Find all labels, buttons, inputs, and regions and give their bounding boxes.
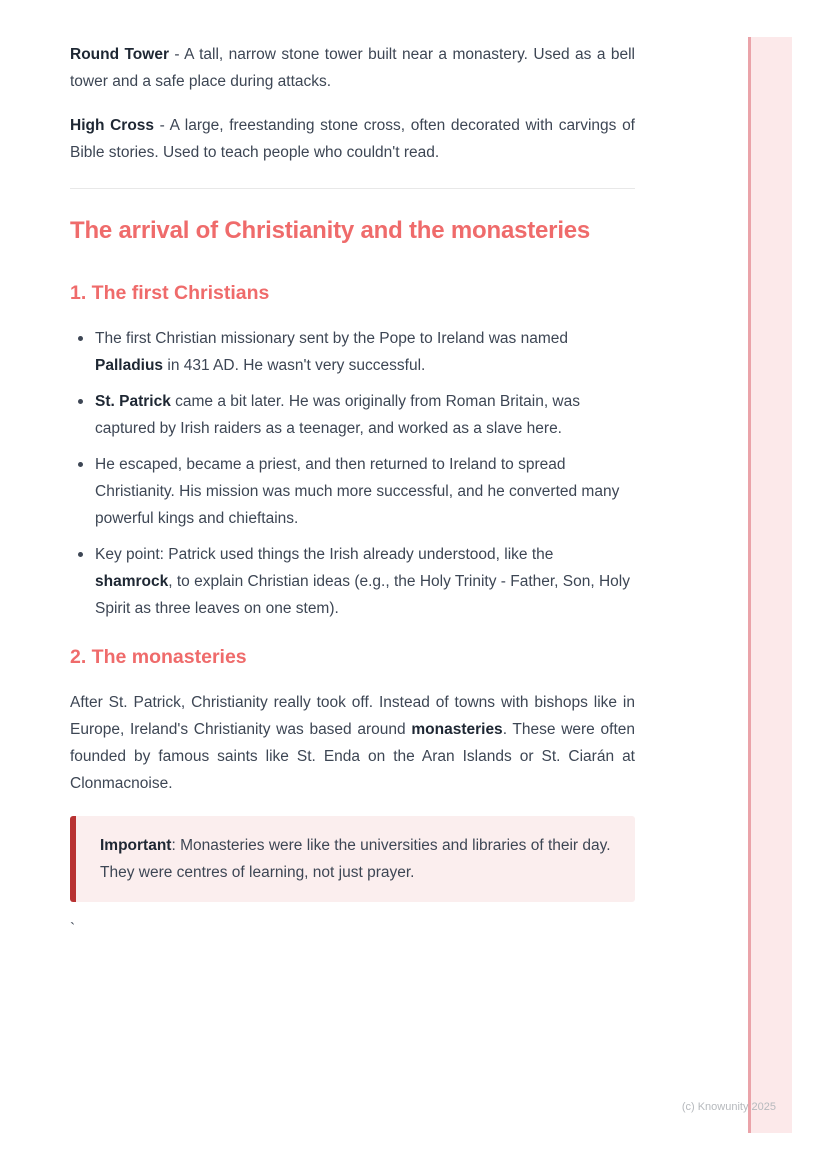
- stray-backtick-character: `: [70, 921, 76, 938]
- list-item-bold: St. Patrick: [95, 393, 171, 410]
- list-item-bold: Palladius: [95, 357, 164, 374]
- list-item: [70, 451, 635, 532]
- callout-text: : Monasteries were like the universities and libraries of their day. They were centres of learning, not just prayer.: [100, 837, 611, 881]
- monasteries-paragraph: [70, 689, 635, 797]
- list-item-text: He escaped, became a priest, and then returned to Ireland to spread Christianity. His mission was much more successful, and he converted many powerful kings and chieftains.: [95, 456, 620, 527]
- list-item-text: , to explain Christian ideas (e.g., the Holy Trinity - Father, Son, Holy Spirit as three leaves on one stem).: [95, 573, 630, 617]
- callout-paragraph: [100, 832, 611, 886]
- subsection-heading-monasteries: 2. The monasteries: [70, 646, 247, 668]
- glossary-paragraph-round-tower: [70, 41, 635, 95]
- list-item-text: in 431 AD. He wasn't very successful.: [163, 357, 426, 374]
- document-content: [70, 0, 635, 943]
- list-item: [70, 541, 635, 622]
- list-item-text: The first Christian missionary sent by the Pope to Ireland was named: [95, 330, 568, 347]
- list-item: [70, 388, 635, 442]
- section-divider: [70, 188, 635, 189]
- bullet-dot-icon: [78, 552, 83, 557]
- glossary-definition: - A large, freestanding stone cross, often decorated with carvings of Bible stories. Used to teach people who couldn't read.: [70, 117, 635, 161]
- glossary-paragraph-high-cross: [70, 112, 635, 166]
- copyright-footer: (c) Knowunity 2025: [681, 1101, 776, 1113]
- paragraph-bold: monasteries: [411, 721, 503, 738]
- important-callout: [70, 816, 635, 902]
- list-item-text: Key point: Patrick used things the Irish already understood, like the: [95, 546, 554, 563]
- list-item: [70, 325, 635, 379]
- glossary-term: Round Tower: [70, 46, 169, 63]
- list-item-bold: shamrock: [95, 573, 169, 590]
- callout-label: Important: [100, 837, 172, 854]
- subsection-heading-first-christians: 1. The first Christians: [70, 282, 270, 304]
- list-item-text: came a bit later. He was originally from Roman Britain, was captured by Irish raiders as a teenager, and worked as a slave here.: [95, 393, 580, 437]
- glossary-term: High Cross: [70, 117, 155, 134]
- bullet-dot-icon: [78, 399, 83, 404]
- bullet-dot-icon: [78, 336, 83, 341]
- glossary-definition: - A tall, narrow stone tower built near a monastery. Used as a bell tower and a safe place during attacks.: [70, 46, 636, 90]
- section-heading: The arrival of Christianity and the monasteries: [70, 217, 591, 244]
- page-accent-stripe: [748, 37, 792, 1133]
- paragraph-text: After St. Patrick, Christianity really took off. Instead of towns with bishops like in Europe, Ireland's Christianity was based around: [70, 694, 635, 738]
- paragraph-text: . These were often founded by famous saints like St. Enda on the Aran Islands or St. Ciarán at Clonmacnoise.: [70, 721, 635, 792]
- bullet-dot-icon: [78, 462, 83, 467]
- bullet-list: [70, 325, 635, 622]
